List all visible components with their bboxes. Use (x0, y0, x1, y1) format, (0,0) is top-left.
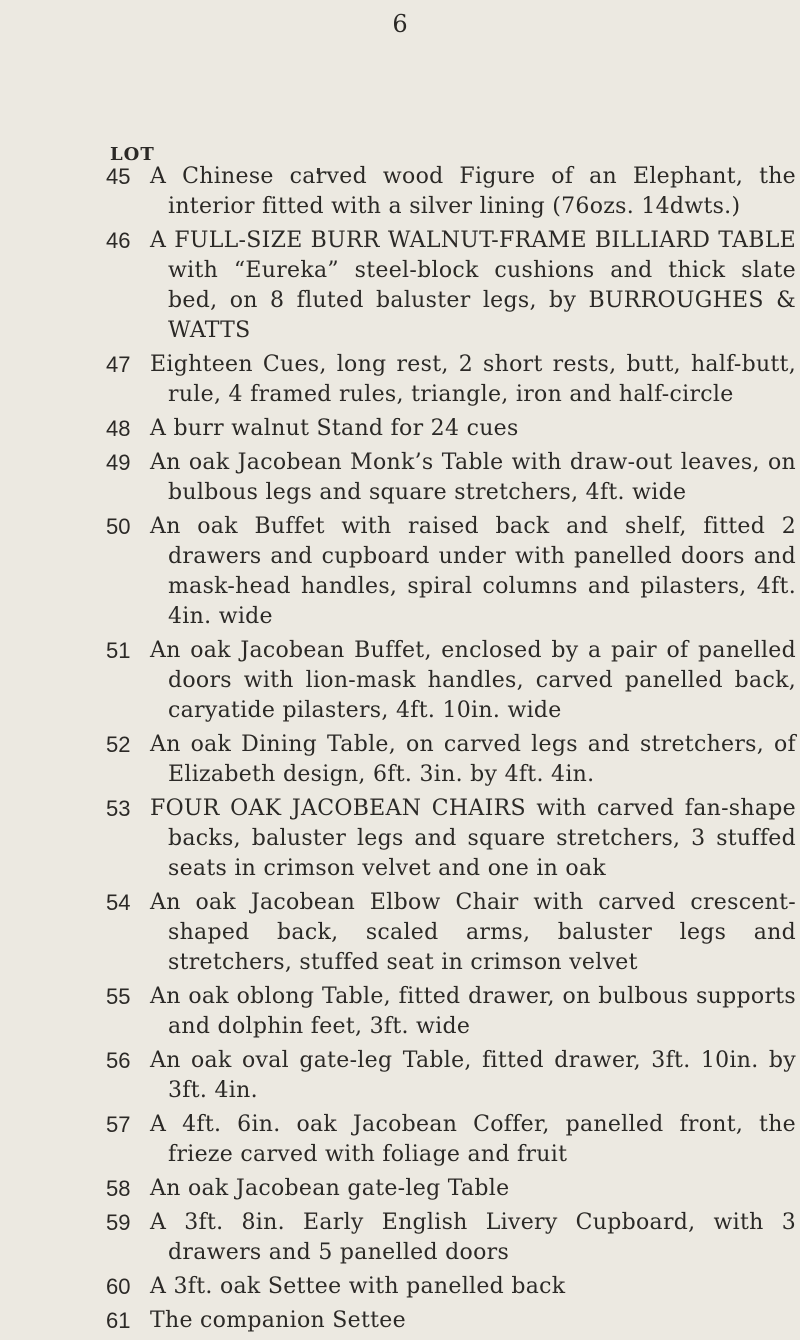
lot-number: 50 (106, 514, 131, 539)
lot-item (106, 1306, 796, 1336)
lot-description: A 4ft. 6in. oak Jacobean Coffer, panelled front, the frieze carved with foliage and fruit (150, 1112, 796, 1167)
lot-number: 47 (106, 352, 131, 377)
lot-number: 54 (106, 890, 131, 915)
lot-description: A 3ft. 8in. Early English Livery Cupboard, with 3 drawers and 5 panelled doors (150, 1210, 796, 1265)
lot-number: 52 (106, 732, 131, 757)
lot-item (106, 636, 796, 726)
lot-description: An oak oval gate-leg Table, fitted drawer, 3ft. 10in. by 3ft. 4in. (150, 1048, 796, 1103)
lot-item (106, 730, 796, 790)
lot-description: An oak Jacobean gate-leg Table (150, 1176, 510, 1201)
lot-number: 57 (106, 1112, 131, 1137)
lot-number: 56 (106, 1048, 131, 1073)
lot-description: An oak oblong Table, fitted drawer, on bulbous supports and dolphin feet, 3ft. wide (150, 984, 796, 1039)
lot-number: 48 (106, 416, 131, 441)
lot-item (106, 794, 796, 884)
lot-number: 51 (106, 638, 131, 663)
lot-description: Eighteen Cues, long rest, 2 short rests, butt, half-butt, rule, 4 framed rules, triangle, iron and half-circle (150, 352, 796, 407)
lot-item (106, 448, 796, 508)
lot-description: A burr walnut Stand for 24 cues (150, 416, 519, 441)
lot-number: 45 (106, 164, 131, 189)
lot-number: 53 (106, 796, 131, 821)
lot-item (106, 1174, 796, 1204)
lot-description: A 3ft. oak Settee with panelled back (150, 1274, 566, 1299)
lot-number: 58 (106, 1176, 131, 1201)
lot-description: An oak Jacobean Buffet, enclosed by a pair of panelled doors with lion-mask handles, carved panelled back, caryatide pilasters, 4ft. 10in. wide (150, 638, 796, 723)
lot-item (106, 512, 796, 632)
lot-item (106, 1208, 796, 1268)
lot-description: FOUR OAK JACOBEAN CHAIRS with carved fan-shape backs, baluster legs and square stretchers, 3 stuffed seats in crimson velvet and one in oak (150, 796, 796, 881)
lot-description: An oak Dining Table, on carved legs and stretchers, of Elizabeth design, 6ft. 3in. by 4ft. 4in. (150, 732, 796, 787)
lot-item (106, 982, 796, 1042)
page-number: 6 (392, 10, 408, 38)
lot-item (106, 162, 796, 222)
lot-number: 61 (106, 1308, 131, 1333)
lot-number: 60 (106, 1274, 131, 1299)
lot-item (106, 1272, 796, 1302)
lot-item (106, 888, 796, 978)
lot-description: The companion Settee (150, 1308, 406, 1333)
lot-number: 46 (106, 228, 131, 253)
lot-description: An oak Buffet with raised back and shelf, fitted 2 drawers and cupboard under with panelled doors and mask-head handles, spiral columns and pilasters, 4ft. 4in. wide (150, 514, 796, 629)
lot-list (106, 162, 796, 1340)
lot-description: An oak Jacobean Monk’s Table with draw-out leaves, on bulbous legs and square stretchers, 4ft. wide (150, 450, 796, 505)
lot-description: A FULL-SIZE BURR WALNUT-FRAME BILLIARD TABLE with “Eureka” steel-block cushions and thick slate bed, on 8 fluted baluster legs, by BURROUGHES & WATTS (150, 228, 796, 343)
lot-item (106, 350, 796, 410)
lot-item (106, 1110, 796, 1170)
lot-description: An oak Jacobean Elbow Chair with carved crescent-shaped back, scaled arms, baluster legs and stretchers, stuffed seat in crimson velvet (150, 890, 796, 975)
lot-description: A Chinese carved wood Figure of an Elephant, the interior fitted with a silver lining (76ozs. 14dwts.) (150, 164, 796, 219)
lot-item (106, 1046, 796, 1106)
lot-number: 49 (106, 450, 131, 475)
lot-item (106, 414, 796, 444)
lot-item (106, 226, 796, 346)
lot-column-header: LOT (110, 144, 155, 165)
lot-number: 59 (106, 1210, 131, 1235)
lot-number: 55 (106, 984, 131, 1009)
